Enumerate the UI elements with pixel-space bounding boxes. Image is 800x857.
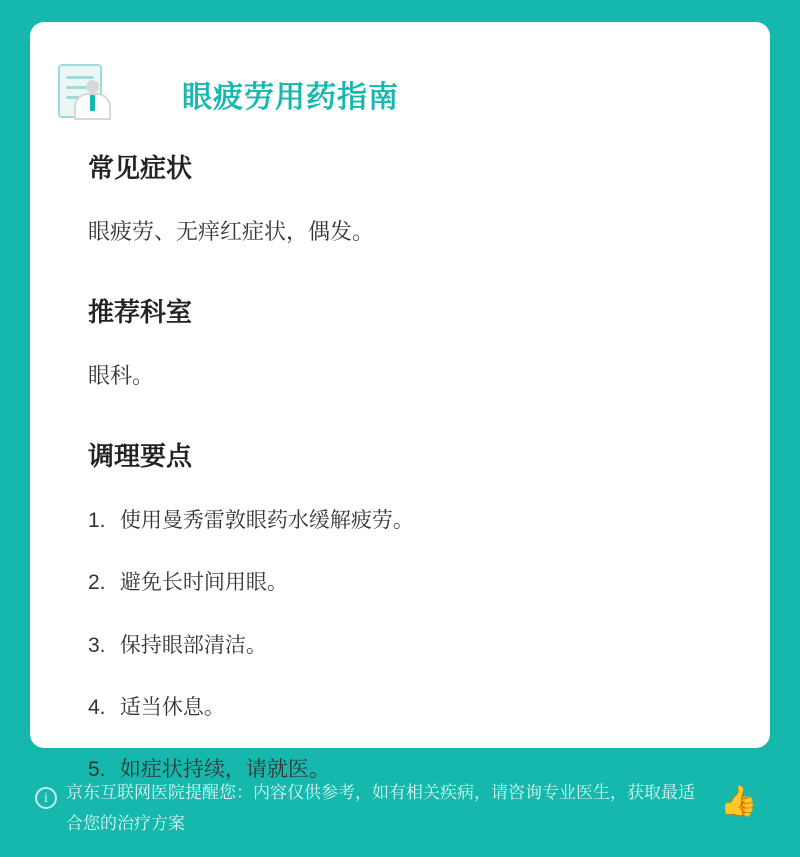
list-item-text: 保持眼部清洁。: [119, 633, 267, 657]
section-heading-symptoms: 常见症状: [88, 153, 193, 183]
list-item-number: 2.: [88, 571, 106, 595]
list-item-text: 避免长时间用眼。: [119, 571, 288, 595]
disclaimer-text: 京东互联网医院提醒您：内容仅供参考，如有相关疾病，请咨询专业医生，获取最适合您的治疗方案: [66, 783, 695, 833]
list-item-text: 如症状持续，请就医。: [119, 758, 330, 782]
document-person-icon: [58, 64, 104, 120]
section-body-department: 眼科。: [88, 363, 155, 388]
guide-content: [88, 148, 730, 819]
list-item-number: 1.: [88, 509, 106, 532]
tips-list: [88, 507, 730, 785]
document-line: [66, 76, 94, 79]
info-icon: i: [35, 787, 57, 809]
guide-card: [30, 22, 770, 782]
list-item-number: 5.: [88, 758, 106, 782]
doctor-figure: [70, 80, 114, 120]
thumbs-up-icon[interactable]: 👍: [720, 785, 758, 818]
list-item: [88, 632, 730, 660]
list-item-text: 使用曼秀雷敦眼药水缓解疲劳。: [119, 509, 414, 532]
section-heading-department: 推荐科室: [88, 297, 193, 327]
doctor-tie: [90, 95, 95, 111]
footer-disclaimer: [30, 765, 770, 835]
list-item: [88, 507, 730, 535]
section-heading-tips: 调理要点: [88, 441, 193, 471]
page-title: 眼疲劳用药指南: [182, 81, 399, 114]
list-item-number: 4.: [88, 696, 106, 720]
section-body-symptoms: 眼疲劳、无痒红症状，偶发。: [88, 219, 375, 244]
list-item-number: 3.: [88, 633, 106, 657]
list-item: [88, 694, 730, 722]
list-item-text: 适当休息。: [119, 696, 225, 720]
doctor-head: [86, 80, 99, 93]
list-item: [88, 569, 730, 597]
